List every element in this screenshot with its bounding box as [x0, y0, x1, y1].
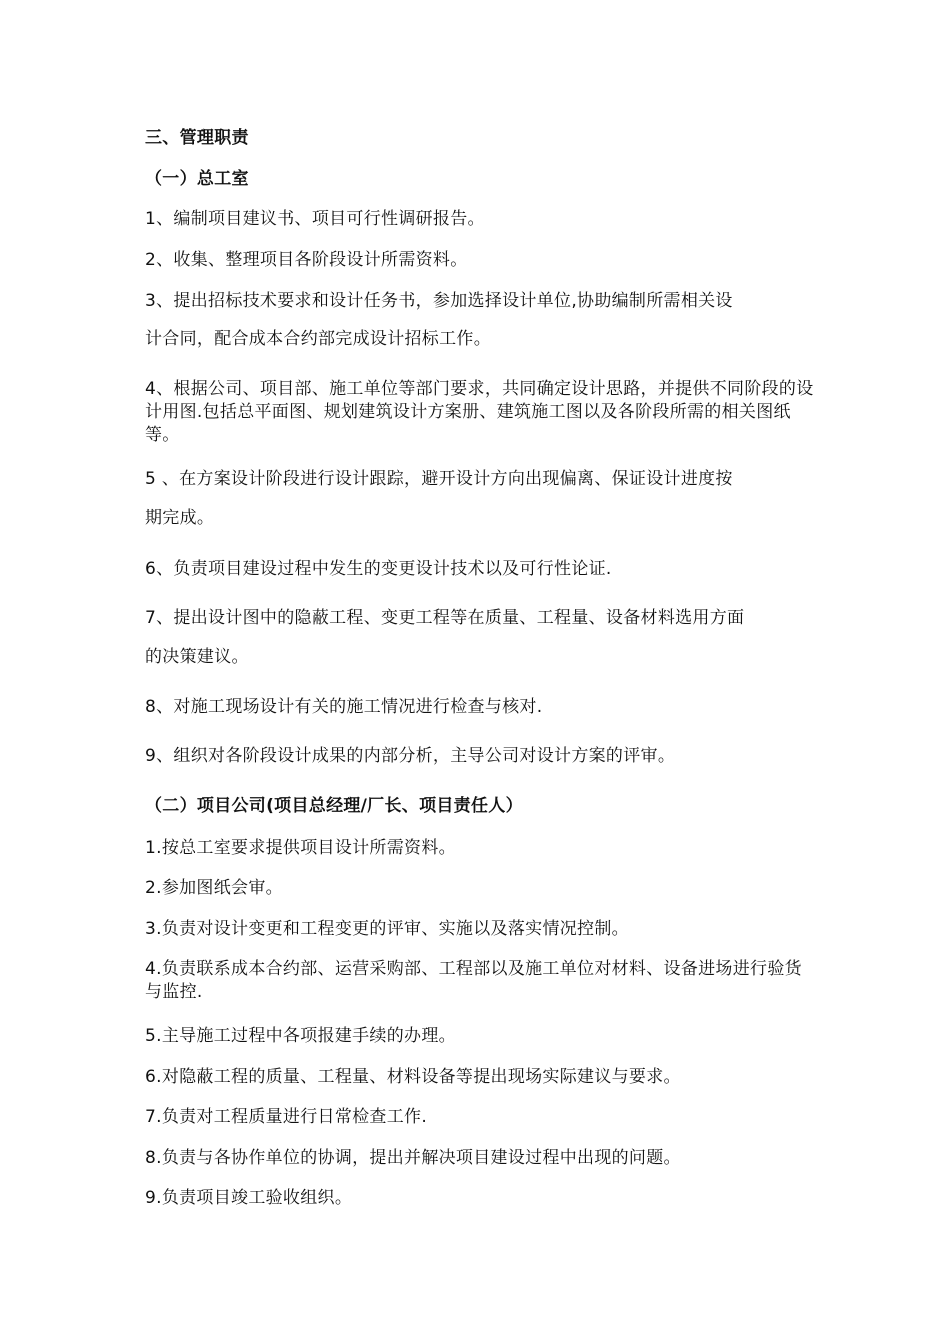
- paragraph: 8、对施工现场设计有关的施工情况进行检查与核对.: [145, 697, 543, 717]
- list-item: 4.负责联系成本合约部、运营采购部、工程部以及施工单位对材料、设备进场进行验货与监控.: [145, 959, 802, 1002]
- list-item: 3.负责对设计变更和工程变更的评审、实施以及落实情况控制。: [145, 919, 629, 939]
- paragraph: 2、收集、整理项目各阶段设计所需资料。: [145, 250, 468, 270]
- list-item: 1.按总工室要求提供项目设计所需资料。: [145, 838, 456, 858]
- list-item: 6.对隐蔽工程的质量、工程量、材料设备等提出现场实际建议与要求。: [145, 1067, 681, 1087]
- paragraph: 3、提出招标技术要求和设计任务书，参加选择设计单位,协助编制所需相关设: [145, 291, 733, 311]
- list-item: 5.主导施工过程中各项报建手续的办理。: [145, 1026, 456, 1046]
- subsection-title-2: （二）项目公司(项目总经理/厂长、项目责任人）: [145, 796, 523, 816]
- list-item: 8.负责与各协作单位的协调，提出并解决项目建设过程中出现的问题。: [145, 1148, 681, 1168]
- paragraph-continuation: 计合同，配合成本合约部完成设计招标工作。: [145, 329, 491, 349]
- list-item: 7.负责对工程质量进行日常检查工作.: [145, 1107, 428, 1127]
- paragraph: 1、编制项目建议书、项目可行性调研报告。: [145, 209, 485, 229]
- paragraph-continuation: 的决策建议。: [145, 647, 249, 667]
- subsection-title-1: （一）总工室: [145, 169, 249, 189]
- paragraph: 9、组织对各阶段设计成果的内部分析，主导公司对设计方案的评审。: [145, 746, 676, 766]
- section-title: 三、管理职责: [145, 128, 249, 148]
- paragraph: 4、根据公司、项目部、施工单位等部门要求，共同确定设计思路，并提供不同阶段的设计用图.包括总平面图、规划建筑设计方案册、建筑施工图以及各阶段所需的相关图纸等。: [145, 379, 814, 445]
- paragraph: 7、提出设计图中的隐蔽工程、变更工程等在质量、工程量、设备材料选用方面: [145, 608, 745, 628]
- paragraph-continuation: 期完成。: [145, 508, 215, 528]
- list-item: 9.负责项目竣工验收组织。: [145, 1188, 353, 1208]
- paragraph: 6、负责项目建设过程中发生的变更设计技术以及可行性论证.: [145, 559, 612, 579]
- list-item: 2.参加图纸会审。: [145, 878, 283, 898]
- paragraph: 5 、在方案设计阶段进行设计跟踪，避开设计方向出现偏离、保证设计进度按: [145, 469, 733, 489]
